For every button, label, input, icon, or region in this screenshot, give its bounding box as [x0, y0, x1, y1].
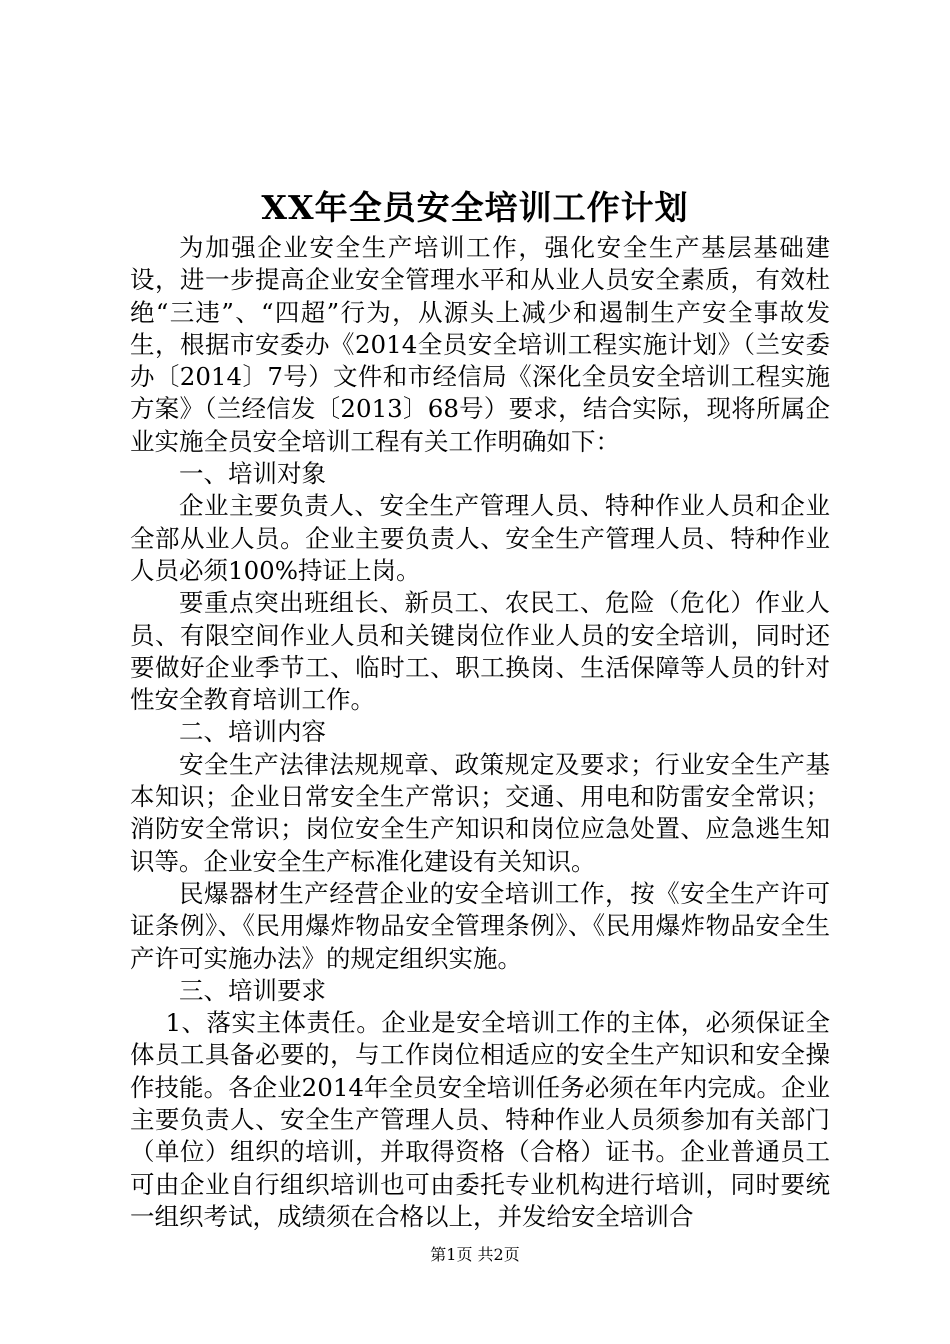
- section-heading-training-content: 二、培训内容: [179, 717, 326, 747]
- body-paragraph: 要重点突出班组长、新员工、农民工、危险（危化）作业人员、有限空间作业人员和关键岗位作业人员的安全培训，同时还要做好企业季节工、临时工、职工换岗、生活保障等人员的针对性安全教育培训工作。: [130, 588, 830, 715]
- body-paragraph: 安全生产法律法规规章、政策规定及要求；行业安全生产基本知识；企业日常安全生产常识；交通、用电和防雷安全常识；消防安全常识；岗位安全生产知识和岗位应急处置、应急逃生知识等。企业安全生产标准化建设有关知识。: [130, 749, 830, 876]
- body-paragraph: 企业主要负责人、安全生产管理人员、特种作业人员和企业全部从业人员。企业主要负责人、安全生产管理人员、特种作业人员必须100%持证上岗。: [130, 491, 830, 585]
- body-paragraph: 1、落实主体责任。企业是安全培训工作的主体，必须保证全体员工具备必要的，与工作岗位相适应的安全生产知识和安全操作技能。各企业2014年全员安全培训任务必须在年内完成。企业主要负责人、安全生产管理人员、特种作业人员须参加有关部门（单位）组织的培训，并取得资格（合格）证书。企业普通员工可由企业自行组织培训也可由委托专业机构进行培训，同时要统一组织考试，成绩须在合格以上，并发给安全培训合: [130, 1008, 830, 1231]
- section-heading-training-targets: 一、培训对象: [179, 459, 326, 489]
- document-title: XX年全员安全培训工作计划: [261, 188, 689, 227]
- intro-paragraph: 为加强企业安全生产培训工作，强化安全生产基层基础建设，进一步提高企业安全管理水平和从业人员安全素质，有效杜绝“三违”、“四超”行为，从源头上减少和遏制生产安全事故发生，根据市安委办《2014全员安全培训工程实施计划》（兰安委办〔2014〕7号）文件和市经信局《深化全员安全培训工程实施方案》（兰经信发〔2013〕68号）要求，结合实际，现将所属企业实施全员安全培训工程有关工作明确如下：: [130, 233, 830, 456]
- section-heading-training-requirements: 三、培训要求: [179, 975, 326, 1005]
- body-paragraph: 民爆器材生产经营企业的安全培训工作，按《安全生产许可证条例》、《民用爆炸物品安全管理条例》、《民用爆炸物品安全生产许可实施办法》的规定组织实施。: [130, 878, 830, 973]
- document-body: [130, 232, 830, 1233]
- page-number-footer: 第1页 共2页: [430, 1245, 520, 1264]
